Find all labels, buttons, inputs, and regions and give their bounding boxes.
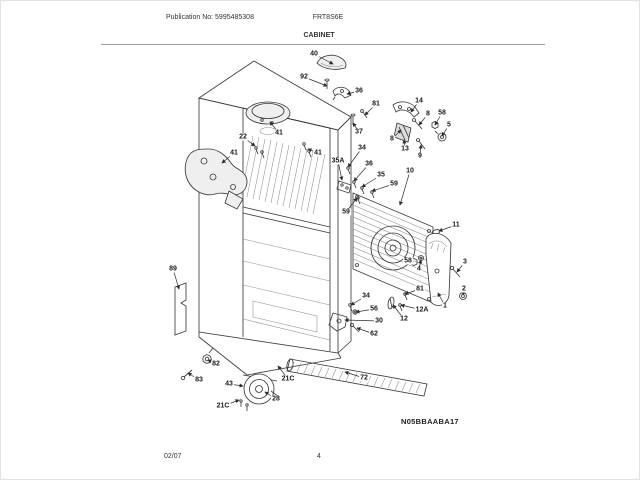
freezer-liner-fins bbox=[241, 136, 325, 214]
callout-11: 11 bbox=[452, 221, 460, 229]
callout-58-mid: 58 bbox=[404, 257, 412, 265]
callout-37: 37 bbox=[355, 128, 363, 136]
callout-92: 92 bbox=[300, 73, 308, 81]
callout-12: 12 bbox=[400, 315, 408, 323]
callout-41-left: 41 bbox=[230, 149, 238, 157]
condenser-fan-shroud bbox=[246, 102, 290, 124]
callout-36-mid: 36 bbox=[365, 160, 373, 168]
footer-date: 02/07 bbox=[164, 453, 182, 460]
callout-8-right: 8 bbox=[426, 110, 430, 118]
divider-bracket bbox=[337, 181, 351, 193]
callout-30: 30 bbox=[375, 317, 383, 325]
publication-number: Publication No: 5995485308 bbox=[166, 14, 254, 21]
mounting-bracket-part bbox=[185, 149, 247, 209]
leader-lines bbox=[173, 54, 465, 406]
callout-35: 35 bbox=[377, 171, 385, 179]
section-title: CABINET bbox=[303, 32, 335, 39]
callout-89: 89 bbox=[169, 265, 177, 273]
callout-5: 5 bbox=[447, 121, 451, 129]
callout-72: 72 bbox=[360, 374, 368, 382]
callout-28: 28 bbox=[272, 395, 280, 403]
callout-35a: 35A bbox=[331, 157, 345, 165]
callout-43: 43 bbox=[225, 380, 233, 388]
callout-21c-upper: 21C bbox=[281, 375, 295, 383]
callout-1: 1 bbox=[443, 302, 447, 310]
callout-59-left: 59 bbox=[342, 208, 350, 216]
callout-40: 40 bbox=[310, 50, 318, 58]
callout-2: 2 bbox=[462, 285, 466, 293]
footer-page-number: 4 bbox=[317, 453, 321, 460]
callout-12a: 12A bbox=[415, 306, 429, 314]
callout-8-left: 8 bbox=[390, 135, 394, 143]
callout-14: 14 bbox=[415, 97, 423, 105]
callout-58-top: 58 bbox=[438, 109, 446, 117]
cabinet-exploded-diagram bbox=[1, 1, 640, 480]
callout-3: 3 bbox=[463, 258, 467, 266]
callout-81-top: 81 bbox=[372, 100, 380, 108]
hinge-cover-part bbox=[317, 55, 346, 69]
callout-83: 83 bbox=[195, 376, 203, 384]
callout-21c-lower: 21C bbox=[216, 402, 230, 410]
support-bracket bbox=[175, 283, 186, 335]
callout-13: 13 bbox=[401, 145, 409, 153]
callout-56: 56 bbox=[370, 305, 378, 313]
callout-4: 4 bbox=[417, 265, 421, 273]
callout-36-top: 36 bbox=[355, 87, 363, 95]
drawing-code: N05BBAABA17 bbox=[401, 417, 459, 426]
leveling-foot bbox=[181, 348, 213, 380]
callout-34-top: 34 bbox=[358, 144, 366, 152]
callout-22: 22 bbox=[239, 133, 247, 141]
callout-82: 82 bbox=[212, 360, 220, 368]
callout-41-right: 41 bbox=[314, 149, 322, 157]
callout-9: 9 bbox=[418, 152, 422, 160]
callout-81-mid: 81 bbox=[416, 285, 424, 293]
hinge-screw bbox=[325, 79, 329, 89]
top-hinge-hardware bbox=[361, 102, 446, 149]
callout-59-right: 59 bbox=[390, 180, 398, 188]
drain-bracket-hardware bbox=[329, 304, 359, 332]
callout-34-low: 34 bbox=[362, 292, 370, 300]
callout-62: 62 bbox=[370, 330, 378, 338]
callout-10: 10 bbox=[406, 167, 414, 175]
callout-41-dome: 41 bbox=[275, 129, 283, 137]
model-number: FRT8S6E bbox=[312, 14, 344, 21]
